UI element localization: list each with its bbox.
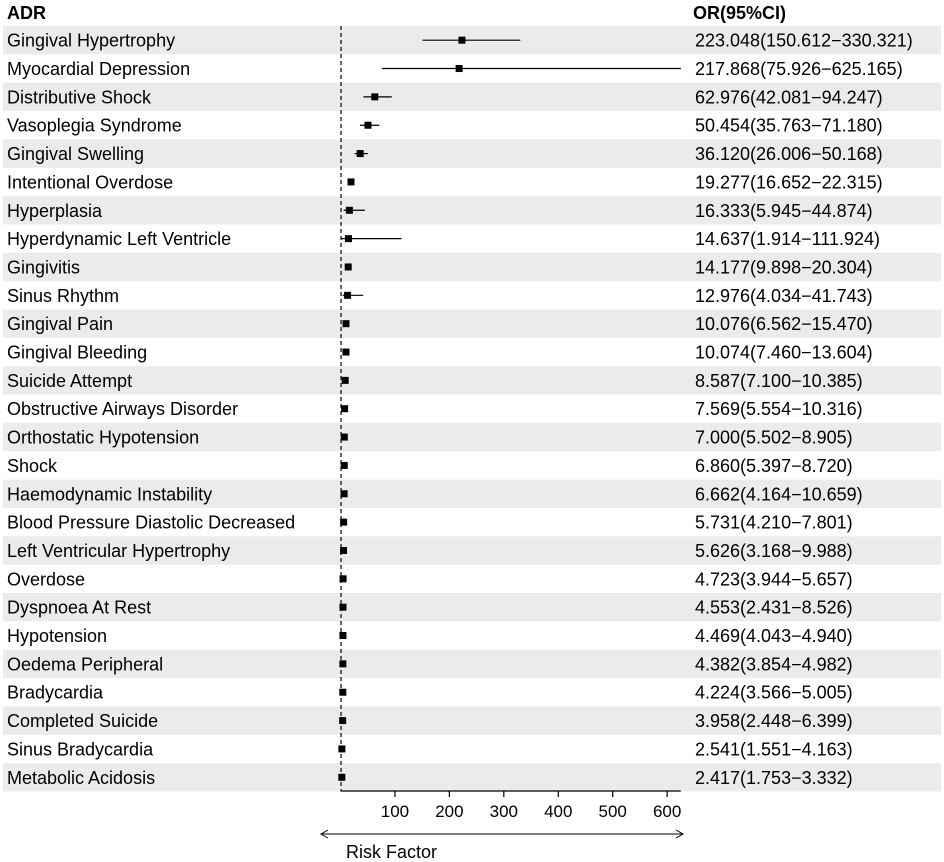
or-ci-label: 3.958(2.448−6.399) [695,711,853,732]
adr-name: Gingival Swelling [7,144,145,165]
adr-name: Vasoplegia Syndrome [7,115,182,136]
or-ci-label: 5.731(4.210−7.801) [695,512,853,533]
adr-name: Gingival Pain [7,314,114,335]
adr-name: Sinus Bradycardia [7,739,154,760]
or-ci-label: 217.868(75.926−625.165) [695,59,903,80]
or-point [340,575,347,582]
forest-row [7,513,853,533]
adr-name: Hypotension [7,626,108,647]
or-ci-label: 50.454(35.763−71.180) [695,115,883,136]
x-tick-label: 400 [544,802,573,821]
x-tick-label: 200 [435,802,464,821]
adr-name: Oedema Peripheral [7,654,164,675]
or-ci-header: OR(95%CI) [693,3,787,23]
adr-name: Sinus Rhythm [7,285,120,306]
or-ci-label: 2.417(1.753−3.332) [695,767,853,788]
adr-name: Overdose [7,569,86,590]
x-tick-label: 300 [489,802,519,821]
or-ci-label: 16.333(5.945−44.874) [695,200,873,221]
adr-name: Dyspnoea At Rest [7,597,152,618]
adr-name: Haemodynamic Instability [7,484,213,505]
forest-row [7,739,853,759]
forest-row [7,569,853,589]
or-point [338,774,345,781]
or-ci-label: 7.000(5.502−8.905) [695,427,853,448]
adr-name: Intentional Overdose [7,172,174,193]
or-ci-label: 4.469(4.043−4.940) [695,626,853,647]
forest-row [7,399,863,419]
adr-name: Shock [7,455,58,476]
or-ci-label: 8.587(7.100−10.385) [695,370,863,391]
forest-row [7,172,883,192]
or-point [340,519,347,526]
adr-name: Hyperdynamic Left Ventricle [7,229,232,250]
x-tick-label: 600 [652,802,682,821]
adr-name: Obstructive Airways Disorder [7,399,239,420]
or-point [357,150,364,157]
or-ci-label: 4.224(3.566−5.005) [695,682,853,703]
or-ci-label: 19.277(16.652−22.315) [695,172,883,193]
forest-row [7,343,873,363]
adr-name: Distributive Shock [7,87,152,108]
adr-name: Bradycardia [7,682,104,703]
adr-name: Orthostatic Hypotension [7,427,200,448]
or-point [347,178,354,185]
risk-arrow [321,830,683,838]
or-point [341,405,348,412]
or-ci-label: 10.076(6.562−15.470) [695,314,873,335]
x-tick-label: 100 [380,802,410,821]
or-ci-label: 62.976(42.081−94.247) [695,87,883,108]
or-point [342,377,349,384]
or-point [342,320,349,327]
forest-row [7,456,853,476]
or-point [371,93,378,100]
or-ci-label: 6.860(5.397−8.720) [695,455,853,476]
or-point [339,717,346,724]
forest-row [7,286,873,306]
or-ci-label: 4.553(2.431−8.526) [695,597,853,618]
or-ci-label: 5.626(3.168−9.988) [695,540,853,561]
or-ci-label: 7.569(5.554−10.316) [695,399,863,420]
or-point [339,660,346,667]
forest-row [7,683,853,703]
adr-name: Hyperplasia [7,200,103,221]
or-ci-label: 14.637(1.914−111.924) [695,229,880,250]
adr-header: ADR [7,3,46,23]
x-axis [341,791,682,821]
adr-name: Blood Pressure Diastolic Decreased [7,512,296,533]
or-point [341,462,348,469]
adr-name: Completed Suicide [7,711,159,732]
or-ci-label: 2.541(1.551−4.163) [695,739,853,760]
or-point [346,207,353,214]
or-ci-label: 6.662(4.164−10.659) [695,484,863,505]
or-point [339,689,346,696]
or-ci-label: 223.048(150.612−330.321) [695,30,913,51]
or-point [340,547,347,554]
or-point [458,37,465,44]
or-point [338,745,345,752]
or-point [341,434,348,441]
or-point [345,263,352,270]
adr-name: Suicide Attempt [7,370,133,391]
or-ci-label: 10.074(7.460−13.604) [695,342,873,363]
or-point [456,65,463,72]
forest-row [7,229,880,249]
forest-row [7,626,853,646]
x-tick-label: 500 [598,802,627,821]
or-ci-label: 4.723(3.944−5.657) [695,569,853,590]
adr-name: Myocardial Depression [7,59,191,80]
or-point [342,349,349,356]
or-point [339,604,346,611]
x-axis-label: Risk Factor [346,842,438,862]
adr-name: Gingival Hypertrophy [7,30,176,51]
adr-name: Gingivitis [7,257,81,278]
adr-name: Gingival Bleeding [7,342,148,363]
adr-name: Metabolic Acidosis [7,767,156,788]
forest-row [7,116,883,136]
or-point [344,292,351,299]
or-point [345,235,352,242]
or-ci-label: 12.976(4.034−41.743) [695,285,873,306]
or-ci-label: 36.120(26.006−50.168) [695,144,883,165]
or-ci-label: 4.382(3.854−4.982) [695,654,853,675]
or-ci-label: 14.177(9.898−20.304) [695,257,873,278]
or-point [341,490,348,497]
adr-name: Left Ventricular Hypertrophy [7,540,231,561]
forest-row [7,59,903,79]
or-point [339,632,346,639]
or-point [364,122,371,129]
